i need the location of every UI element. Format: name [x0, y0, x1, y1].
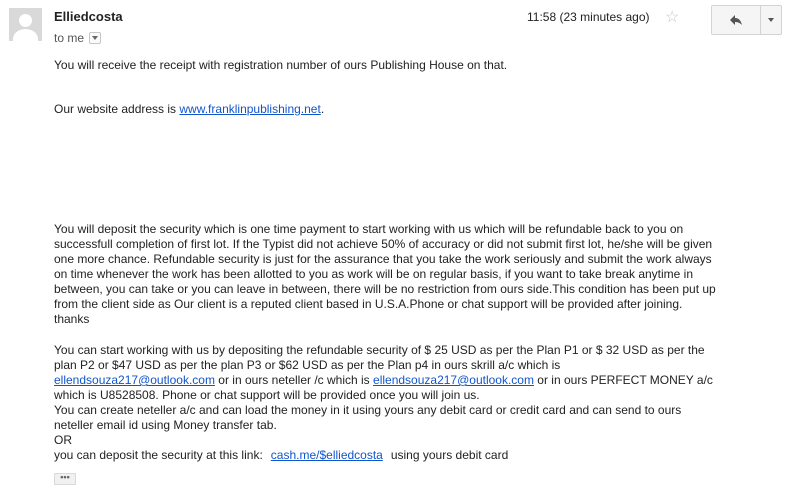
- receipt-text: You will receive the receipt with registration number of ours Publishing House on that.: [54, 58, 508, 72]
- security-line: between, you can take or you can leave in between, there will be no restriction from ours side.This condition has been put up: [54, 282, 716, 296]
- body-paragraph-website: [54, 102, 766, 117]
- recipient-details-dropdown-icon[interactable]: [89, 32, 101, 44]
- security-line: one more chance. Refundable security is just for the assurance that you take the work seriously and submit the work always: [54, 252, 712, 266]
- website-suffix: .: [320, 102, 325, 116]
- reply-button[interactable]: [712, 6, 761, 34]
- body-paragraph-payment: [54, 343, 766, 463]
- payment-link-line: [54, 448, 766, 463]
- payment-line: neteller email id using Money transfer tab.: [54, 418, 277, 432]
- recipient-line: [54, 31, 101, 45]
- chevron-down-icon: [768, 18, 774, 22]
- message-timestamp: 11:58 (23 minutes ago): [527, 10, 650, 24]
- neteller-text: or in ours neteller /c which is: [214, 373, 374, 387]
- payment-line: plan P2 or $47 USD as per the plan P3 or $62 USD as per the Plan p4 in ours skrill a/c which is: [54, 358, 561, 372]
- avatar-head-shape: [19, 14, 32, 27]
- body-paragraph-security: [54, 222, 766, 327]
- cashme-link[interactable]: cash.me/$elliedcosta: [270, 448, 383, 462]
- payment-line: You can start working with us by depositing the refundable security of $ 25 USD as per the Plan P1 or $ 32 USD as per the: [54, 343, 705, 357]
- sender-name[interactable]: Elliedcosta: [54, 9, 123, 24]
- show-trimmed-content-button[interactable]: •••: [54, 473, 76, 485]
- avatar-body-shape: [13, 29, 38, 41]
- payment-or: OR: [54, 433, 72, 447]
- star-icon[interactable]: ☆: [665, 9, 680, 26]
- security-line: thanks: [54, 312, 90, 326]
- deposit-link-suffix: using yours debit card: [390, 448, 509, 462]
- perfect-money-text: or in ours PERFECT MONEY a/c: [533, 373, 713, 387]
- sender-avatar: [9, 8, 42, 41]
- website-link[interactable]: www.franklinpublishing.net: [179, 102, 321, 116]
- security-line: successfull completion of first lot. If the Typist did not achieve 50% of accuracy or did not submit first lot, he/she will be given: [54, 237, 713, 251]
- security-line: You will deposit the security which is one time payment to start working with us which will be refundable back to you on: [54, 222, 684, 236]
- payment-line-emails: [54, 373, 766, 388]
- to-label: to me: [54, 31, 85, 45]
- deposit-link-prefix: you can deposit the security at this link:: [54, 448, 263, 462]
- skrill-email-link[interactable]: ellendsouza217@outlook.com: [54, 373, 215, 387]
- security-line: from the client side as Our client is a reputed client based in U.S.A.Phone or chat support will be provided after joining.: [54, 297, 683, 311]
- reply-arrow-icon: [729, 14, 743, 26]
- payment-line: which is U8528508. Phone or chat support will be provided once you will join us.: [54, 388, 480, 402]
- more-options-button[interactable]: [761, 6, 781, 34]
- website-prefix: Our website address is: [54, 102, 180, 116]
- payment-line: You can create neteller a/c and can load the money in it using yours any debit card or credit card and can send to ours: [54, 403, 682, 417]
- neteller-email-link[interactable]: ellendsouza217@outlook.com: [373, 373, 534, 387]
- message-actions: [711, 5, 782, 35]
- security-line: on time whenever the work has been allotted to you as work will be on regular basis, if you want to take break anytime in: [54, 267, 694, 281]
- body-paragraph-receipt: [54, 58, 766, 73]
